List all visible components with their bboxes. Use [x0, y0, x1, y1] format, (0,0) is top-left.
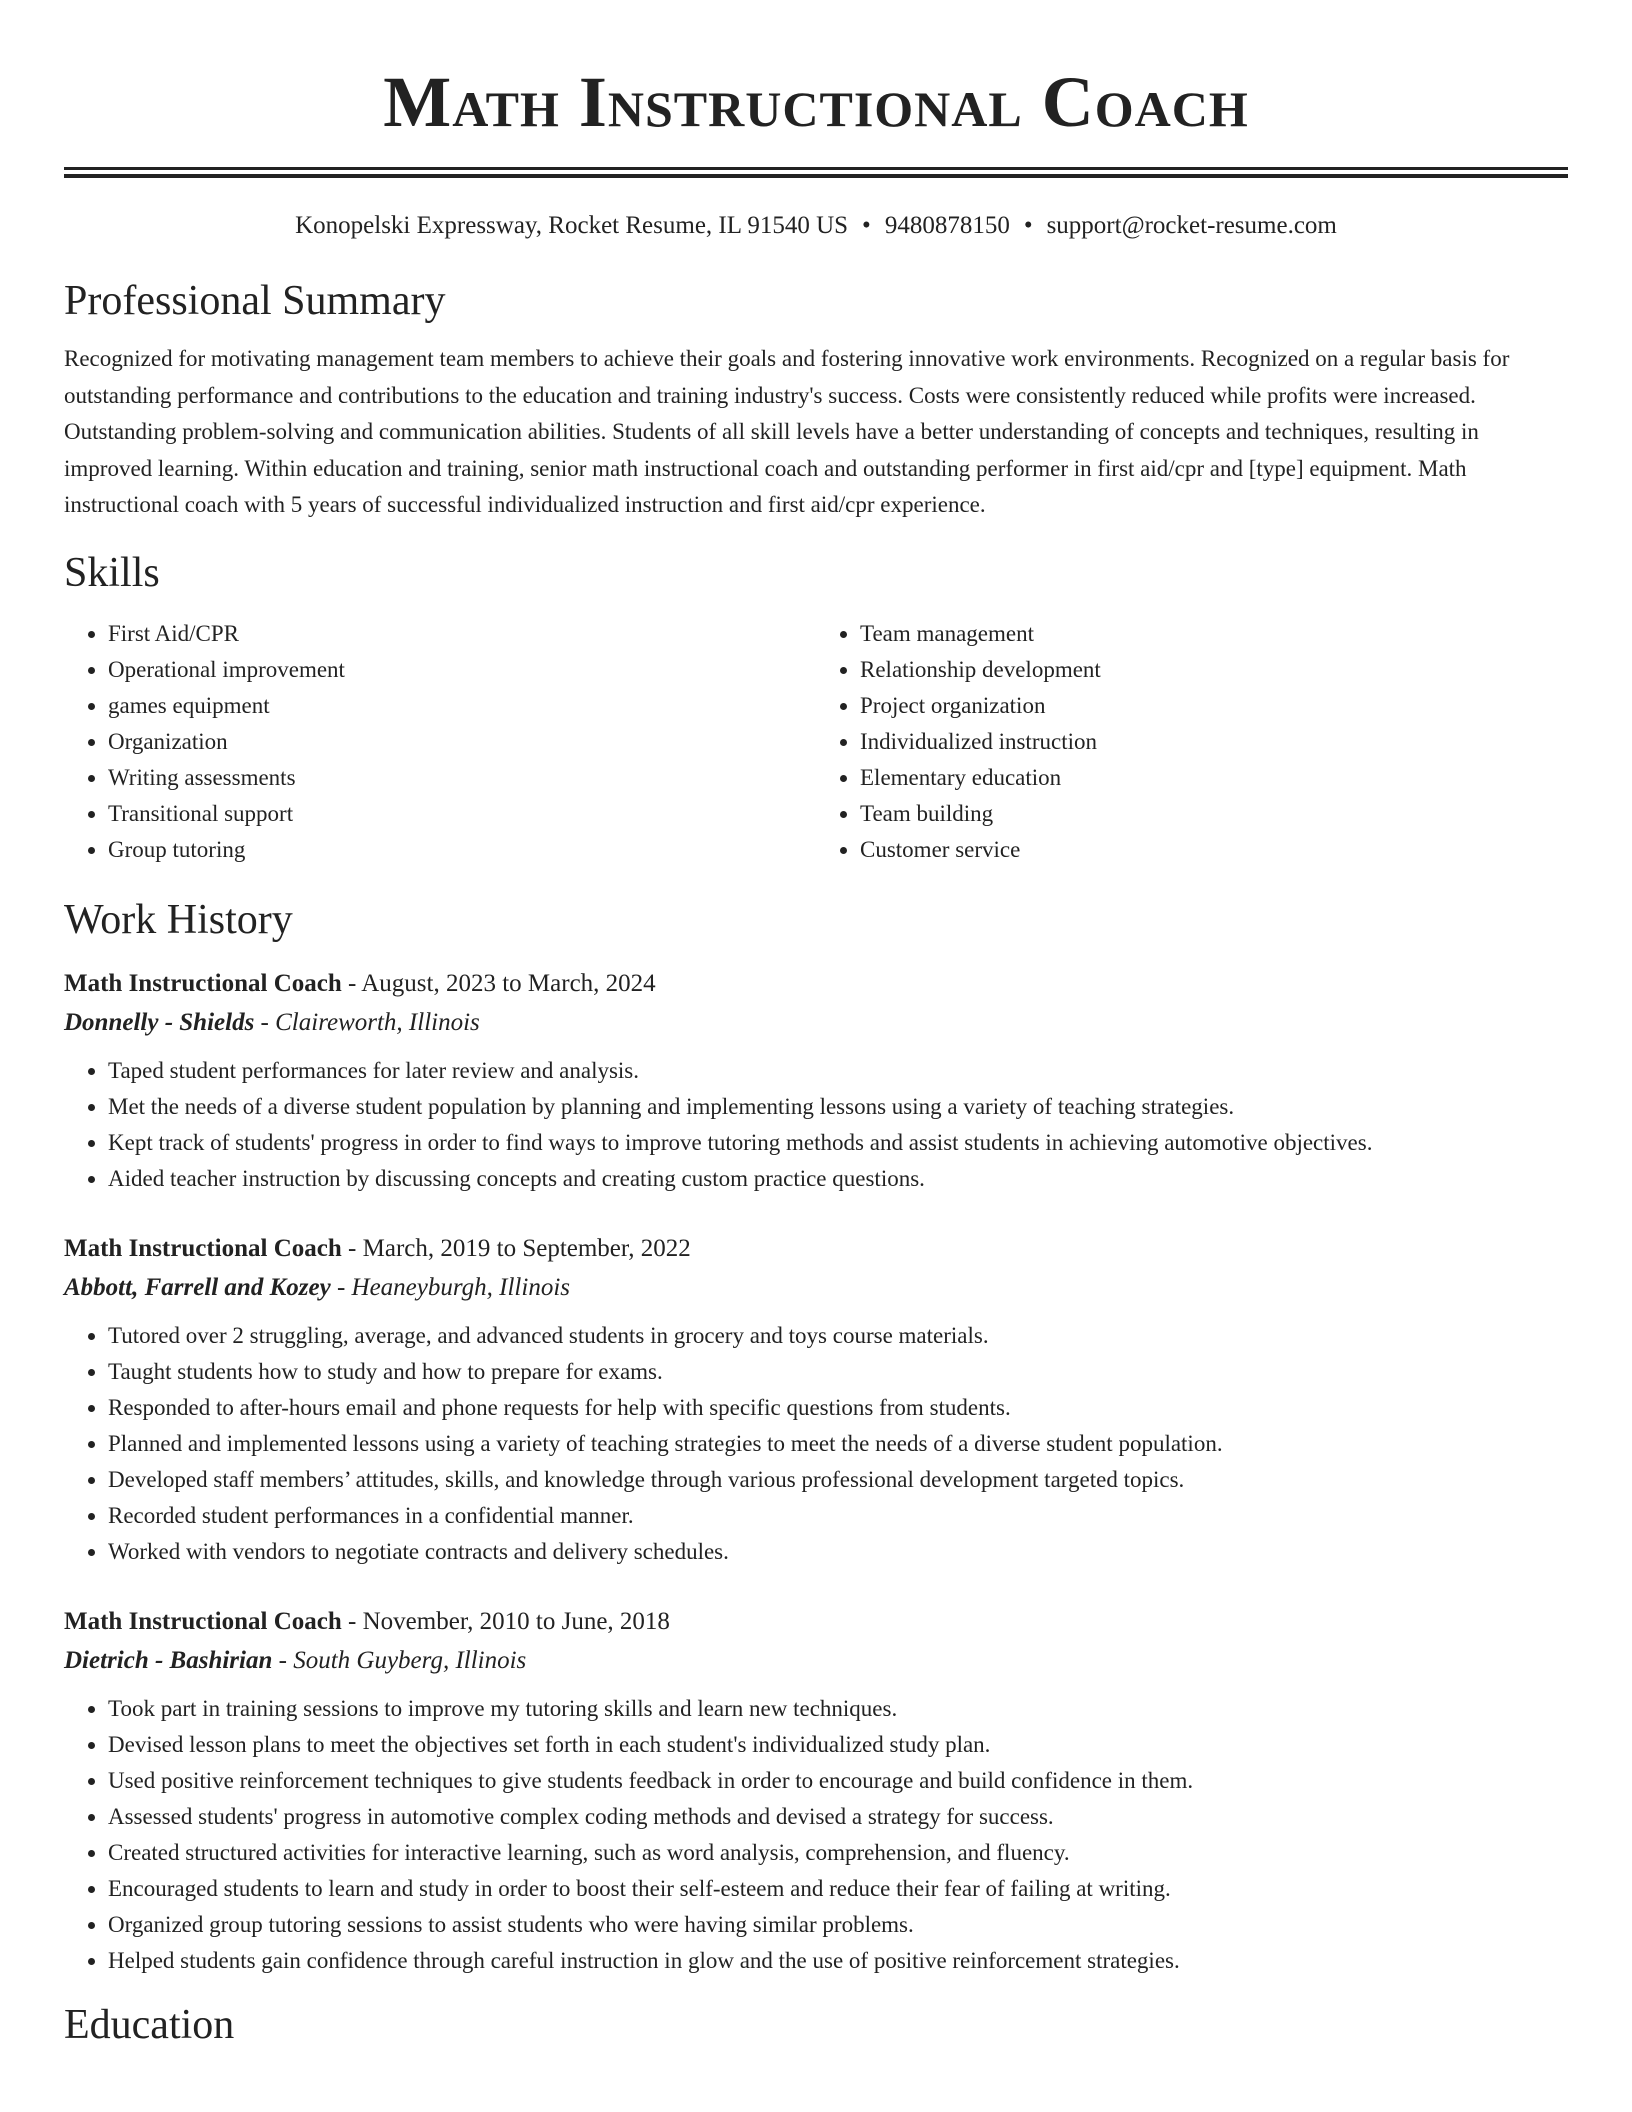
- skills-column-right: [816, 616, 1568, 868]
- summary-heading: Professional Summary: [64, 278, 446, 324]
- skill-item: • Project organization: [860, 688, 1568, 724]
- skill-item: • Organization: [108, 724, 816, 760]
- job-duty: • Developed staff members’ attitudes, skills, and knowledge through various professional development targeted topics.: [108, 1462, 1568, 1498]
- job-company: Abbott, Farrell and Kozey: [64, 1273, 331, 1301]
- contact-separator: •: [1023, 212, 1033, 239]
- contact-line: [64, 208, 1568, 244]
- skill-item: • Customer service: [860, 832, 1568, 868]
- job-dates: - November, 2010 to June, 2018: [341, 1607, 670, 1635]
- job-duty: • Responded to after-hours email and phone requests for help with specific questions from students.: [108, 1390, 1568, 1426]
- contact-separator: •: [862, 212, 871, 239]
- skills-list: [64, 616, 1568, 868]
- education-heading: Education: [64, 2001, 235, 2048]
- job-duties: [64, 1053, 1568, 1197]
- job-title-line: [64, 1602, 1568, 1642]
- skill-item: • Group tutoring: [108, 832, 816, 868]
- job-duty: • Created structured activities for interactive learning, such as word analysis, comprehension, and fluency.: [108, 1835, 1568, 1871]
- job-company: Donnelly - Shields: [64, 1008, 255, 1036]
- job-title-line: [64, 1229, 1568, 1269]
- skill-item: • Operational improvement: [108, 652, 816, 688]
- job-duty: • Met the needs of a diverse student population by planning and implementing lessons using a variety of teaching strategies.: [108, 1089, 1568, 1125]
- job-role: Math Instructional Coach: [64, 1234, 342, 1262]
- contact-phone: 9480878150: [884, 212, 1010, 239]
- skill-item: • Team building: [860, 796, 1568, 832]
- skill-item: • Individualized instruction: [860, 724, 1568, 760]
- skill-item: • Transitional support: [108, 796, 816, 832]
- resume-page: [64, 0, 1568, 2051]
- job-duty: • Tutored over 2 struggling, average, and advanced students in grocery and toys course materials.: [108, 1318, 1568, 1354]
- job-duty: • Used positive reinforcement techniques to give students feedback in order to encourage and build confidence in them.: [108, 1763, 1568, 1799]
- job-entry: [64, 964, 1568, 1197]
- job-company-line: [64, 1004, 1568, 1042]
- job-duty: • Planned and implemented lessons using a variety of teaching strategies to meet the needs of a diverse student population.: [108, 1426, 1568, 1462]
- job-duty: • Recorded student performances in a confidential manner.: [108, 1498, 1568, 1534]
- job-dates: - March, 2019 to September, 2022: [341, 1234, 691, 1262]
- job-company-line: [64, 1642, 1568, 1680]
- skill-item: • First Aid/CPR: [108, 616, 816, 652]
- skill-item: • games equipment: [108, 688, 816, 724]
- job-role: Math Instructional Coach: [64, 1607, 342, 1635]
- job-location: - Claireworth, Illinois: [254, 1008, 480, 1036]
- contact-email: support@rocket-resume.com: [1046, 212, 1337, 239]
- job-company: Dietrich - Bashirian: [64, 1646, 273, 1674]
- job-duty: • Encouraged students to learn and study in order to boost their self-esteem and reduce their fear of failing at writing.: [108, 1871, 1568, 1907]
- skill-item: • Relationship development: [860, 652, 1568, 688]
- summary-text: Recognized for motivating management team members to achieve their goals and fostering innovative work environments. Recognized on a regular basis for outstanding performance and contributions to the education and training industry's success. Costs were consistently reduced while profits were increased. Outstanding problem-solving and communication abilities. Students of all skill levels have a better understanding of concepts and techniques, resulting in improved learning. Within education and training, senior math instructional coach and outstanding performer in first aid/cpr and [type] equipment. Math instructional coach with 5 years of successful individualized instruction and first aid/cpr experience.: [64, 346, 1510, 517]
- job-duty: • Kept track of students' progress in order to find ways to improve tutoring methods and assist students in achieving automotive objectives.: [108, 1125, 1568, 1161]
- job-location: - Heaneyburgh, Illinois: [330, 1273, 570, 1301]
- skill-item: • Team management: [860, 616, 1568, 652]
- job-duty: • Devised lesson plans to meet the objectives set forth in each student's individualized study plan.: [108, 1727, 1568, 1763]
- job-duty: • Organized group tutoring sessions to assist students who were having similar problems.: [108, 1907, 1568, 1943]
- contact-address: Konopelski Expressway, Rocket Resume, IL 91540 US: [295, 212, 849, 239]
- job-dates: - August, 2023 to March, 2024: [341, 969, 656, 997]
- title-divider: [64, 167, 1568, 178]
- skill-item: • Elementary education: [860, 760, 1568, 796]
- job-role: Math Instructional Coach: [64, 969, 342, 997]
- job-entry: [64, 1602, 1568, 1979]
- job-duties: [64, 1318, 1568, 1570]
- resume-title: Math Instructional Coach: [383, 62, 1249, 142]
- skill-item: • Writing assessments: [108, 760, 816, 796]
- job-duty: • Taught students how to study and how to prepare for exams.: [108, 1354, 1568, 1390]
- job-entry: [64, 1229, 1568, 1570]
- job-duties: [64, 1691, 1568, 1979]
- job-title-line: [64, 964, 1568, 1004]
- job-duty: • Worked with vendors to negotiate contracts and delivery schedules.: [108, 1534, 1568, 1570]
- skills-column-left: [64, 616, 816, 868]
- job-duty: • Assessed students' progress in automotive complex coding methods and devised a strategy for success.: [108, 1799, 1568, 1835]
- job-location: - South Guyberg, Illinois: [272, 1646, 527, 1674]
- job-company-line: [64, 1269, 1568, 1307]
- job-duty: • Helped students gain confidence through careful instruction in glow and the use of positive reinforcement strategies.: [108, 1943, 1568, 1979]
- skills-heading: Skills: [64, 549, 160, 596]
- work-history-heading: Work History: [64, 896, 293, 943]
- job-duty: • Taped student performances for later review and analysis.: [108, 1053, 1568, 1089]
- job-duty: • Took part in training sessions to improve my tutoring skills and learn new techniques.: [108, 1691, 1568, 1727]
- job-duty: • Aided teacher instruction by discussing concepts and creating custom practice questions.: [108, 1161, 1568, 1197]
